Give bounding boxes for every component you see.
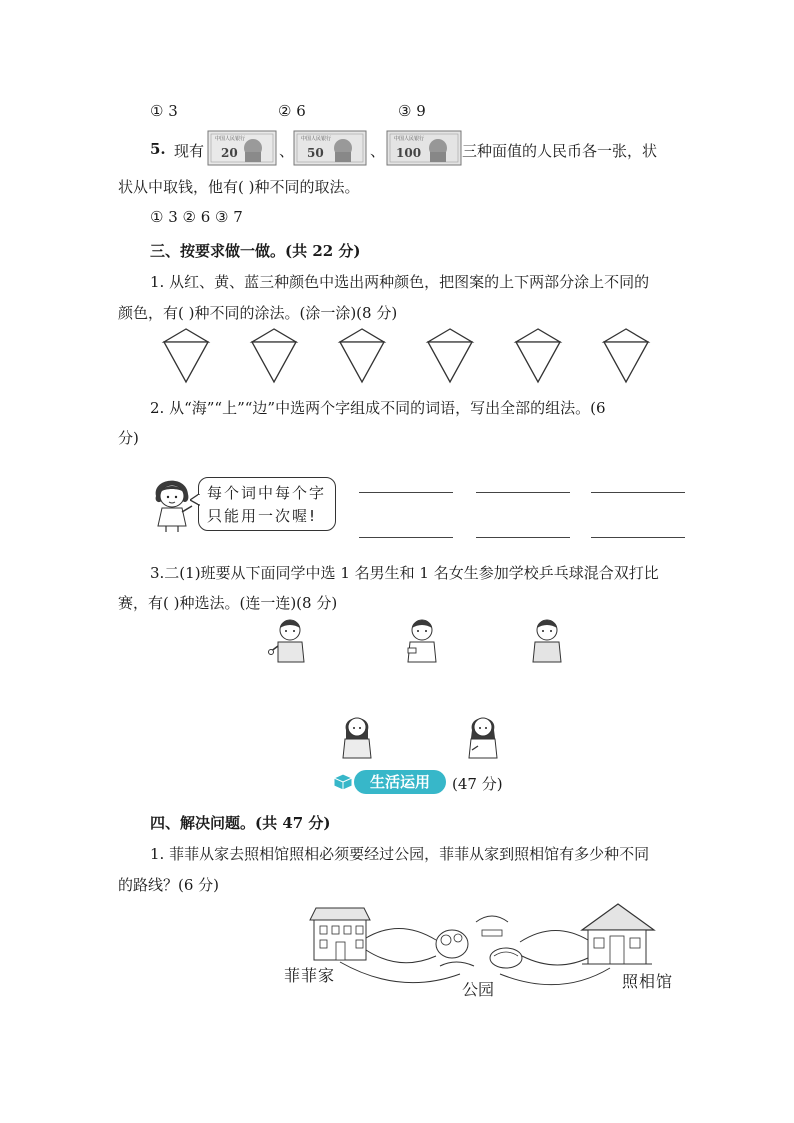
bubble-line-2: 只能用一次喔! — [207, 507, 318, 525]
section-4-title: 四、解决问题。(共 47 分) — [150, 814, 331, 832]
s3-q2-line-2: 分) — [118, 429, 139, 447]
boy-illustration-2[interactable] — [404, 618, 440, 664]
kite-shape-4 — [428, 329, 472, 382]
q5-sep-1: 、 — [279, 142, 295, 160]
svg-text:中国人民银行: 中国人民银行 — [394, 136, 425, 142]
s4-q1-line-2: 的路线？(6 分) — [118, 876, 220, 894]
answer-line-2[interactable] — [476, 492, 570, 493]
svg-text:中国人民银行: 中国人民银行 — [301, 136, 332, 142]
q5-text-post: 三种面值的人民币各一张，状 — [462, 142, 658, 160]
girl-illustration-1[interactable] — [340, 712, 374, 760]
svg-text:中国人民银行: 中国人民银行 — [215, 136, 246, 142]
banknote-20-value: 20 — [221, 146, 238, 160]
s4-q1-line-1: 1. 菲菲从家去照相馆照相必须要经过公园，菲菲从家到照相馆有多少种不同 — [150, 845, 650, 863]
kite-shapes-row — [160, 328, 660, 386]
banknote-100-image — [386, 130, 462, 166]
park-icon — [436, 916, 522, 968]
kite-shape-5 — [516, 329, 560, 382]
answer-line-3[interactable] — [591, 492, 685, 493]
speech-bubble — [198, 477, 336, 531]
q5-text-pre: 现有 — [174, 142, 205, 160]
banknote-50-value: 50 — [307, 146, 324, 160]
life-application-badge: 生活运用 — [354, 770, 446, 794]
banknote-50-image — [293, 130, 367, 166]
cube-icon — [333, 773, 353, 791]
answer-line-6[interactable] — [591, 537, 685, 538]
section-3-title: 三、按要求做一做。(共 22 分) — [150, 242, 361, 260]
map-label-home: 菲菲家 — [284, 966, 336, 985]
q4-option-c: ③ 9 — [398, 102, 426, 120]
answer-line-4[interactable] — [359, 537, 453, 538]
s3-q3-line-2: 赛，有( )种选法。(连一连)(8 分) — [118, 594, 338, 612]
q4-option-b: ② 6 — [278, 102, 306, 120]
kite-shape-1 — [164, 329, 208, 382]
life-application-score: (47 分) — [452, 775, 503, 793]
kite-shape-2 — [252, 329, 296, 382]
q5-number: 5. — [150, 140, 166, 158]
q5-options: ① 3 ② 6 ③ 7 — [150, 208, 243, 226]
q5-sep-2: 、 — [370, 142, 386, 160]
boy-illustration-3[interactable] — [530, 618, 564, 664]
s3-q1-line-2: 颜色，有( )种不同的涂法。(涂一涂)(8 分) — [118, 304, 398, 322]
girl-illustration-2[interactable] — [466, 712, 500, 760]
bubble-tail — [190, 494, 200, 506]
banknote-100-value: 100 — [396, 146, 422, 160]
answer-line-1[interactable] — [359, 492, 453, 493]
studio-house-icon — [582, 904, 654, 964]
map-label-studio: 照相馆 — [622, 972, 674, 991]
boy-illustration-1[interactable] — [268, 618, 312, 664]
answer-line-5[interactable] — [476, 537, 570, 538]
q5-line-2: 状从中取钱，他有( )种不同的取法。 — [118, 178, 360, 196]
home-house-icon — [310, 908, 370, 960]
kite-shape-6 — [604, 329, 648, 382]
s3-q2-line-1: 2. 从“海”“上”“边”中选两个字组成不同的词语，写出全部的组法。(6 — [150, 399, 606, 417]
kite-shape-3 — [340, 329, 384, 382]
q4-option-a: ① 3 — [150, 102, 178, 120]
map-label-park: 公园 — [462, 980, 495, 999]
s3-q3-line-1: 3.二(1)班要从下面同学中选 1 名男生和 1 名女生参加学校乒乓球混合双打比 — [150, 564, 659, 582]
bubble-line-1: 每个词中每个字 — [207, 484, 327, 502]
s3-q1-line-1: 1. 从红、黄、蓝三种颜色中选出两种颜色，把图案的上下两部分涂上不同的 — [150, 273, 650, 291]
banknote-20-image — [207, 130, 277, 166]
